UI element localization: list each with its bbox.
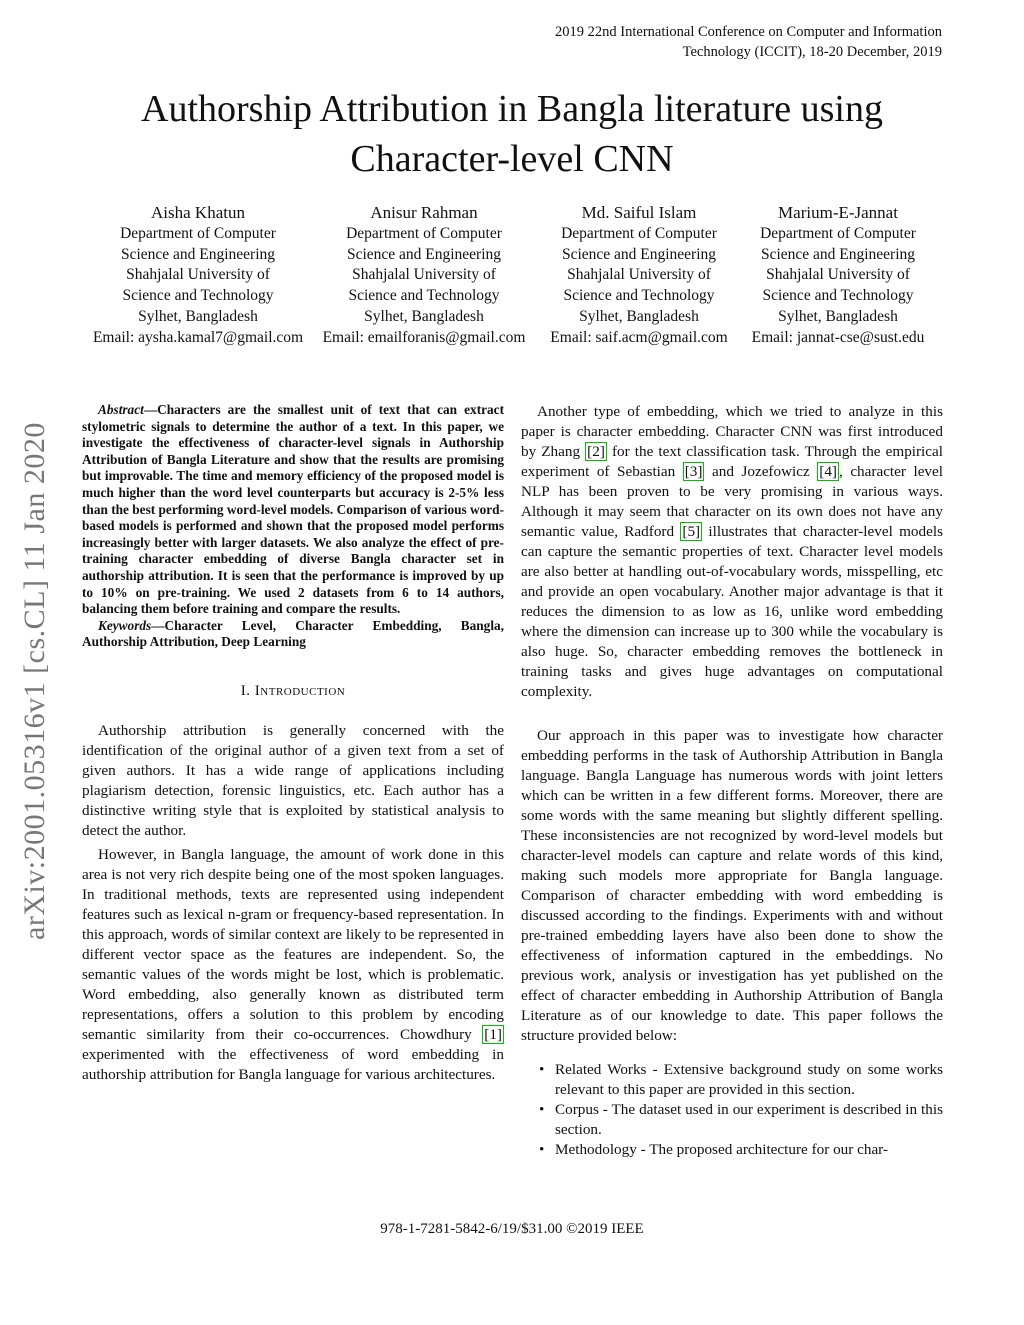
keywords-label: Keywords — [98, 617, 152, 633]
bullet-icon: • — [539, 1101, 545, 1118]
author-email[interactable]: Email: jannat-cse@sust.edu — [751, 328, 925, 346]
section-title: Introduction — [254, 682, 346, 699]
bullet-icon: • — [539, 1141, 545, 1158]
paragraph-text: for the text classification task. Through the empirical experiment of Sebastian — [521, 443, 943, 480]
author-name: Aisha Khatun — [151, 203, 245, 222]
section-heading-introduction — [82, 681, 504, 701]
author-dept: Science and Engineering — [561, 245, 717, 263]
right-paragraph-1 — [521, 402, 943, 702]
keywords-text: —Character Level, Character Embedding, Bangla, Authorship Attribution, Deep Learning — [82, 617, 504, 650]
author-name: Md. Saiful Islam — [581, 203, 697, 222]
author-name: Marium-E-Jannat — [778, 203, 898, 222]
conference-line-2: Technology (ICCIT), 18-20 December, 2019 — [682, 44, 942, 60]
list-item-text: Related Works - Extensive background study on some works relevant to this paper are provided in this section. — [555, 1061, 943, 1098]
author-univ: Science and Technology — [563, 287, 715, 305]
paragraph-text: , character level NLP has been proven to be very promising in various ways. Although it may seem that character on its own does not have any semantic value, Radford — [521, 463, 943, 540]
author-univ: Science and Technology — [122, 287, 274, 305]
list-item — [521, 1140, 943, 1160]
author-email[interactable]: Email: saif.acm@gmail.com — [550, 328, 728, 346]
citation-link[interactable]: [3] — [684, 463, 703, 480]
author-dept: Science and Engineering — [760, 245, 916, 263]
author-dept: Department of Computer — [760, 225, 916, 242]
abstract-text: —Characters are the smallest unit of text that can extract stylometric signals to determine the author of a text. In this paper, we investigate the effectiveness of character-level signals in Authorship Attribution of Bangla Literature and show that the results are promising but improvable. The time and memory efficiency of the proposed model is much higher than the word level counterparts but accuracy is 2-5% less than the best performing word-level models. Comparison of various word-based models is performed and shown that the proposed model performs increasingly better with larger datasets. We also analyze the effect of pre-training character embedding of diverse Bangla character set in authorship attribution. It is seen that the performance is improved by up to 10% on pre-training. We used 2 datasets from 6 to 14 authors, balancing them before training and compare the results. — [82, 402, 504, 617]
copyright-footer: 978-1-7281-5842-6/19/$31.00 ©2019 IEEE — [380, 1221, 644, 1237]
conference-header — [482, 22, 942, 62]
author-dept: Science and Engineering — [346, 245, 502, 263]
author-4 — [738, 202, 938, 348]
author-location: Sylhet, Bangladesh — [364, 307, 484, 325]
author-email[interactable]: Email: emailforanis@gmail.com — [322, 328, 526, 346]
author-univ: Science and Technology — [348, 287, 500, 305]
intro-p2-text: However, in Bangla language, the amount of work done in this area is not very rich despite being one of the most spoken languages. In traditional methods, texts are represented using independent features such as lexical n-gram or frequency-based representation. In this approach, words of similar context are likely to be represented in different vector space as the features are independent. So, the semantic values of the words might be lost, which is problematic. Word embedding, also generally known as distributed term representations, offers a solution to this problem by encoding semantic similarity from their co-occurrences. Chowdhury — [82, 845, 504, 1043]
title-line-1: Authorship Attribution in Bangla literature using — [141, 88, 883, 130]
bullet-icon: • — [539, 1061, 545, 1078]
list-item-text: Corpus - The dataset used in our experiment is described in this section. — [555, 1101, 943, 1138]
structure-list — [521, 1060, 943, 1160]
list-item — [521, 1060, 943, 1100]
author-dept: Department of Computer — [561, 225, 717, 242]
keywords — [82, 618, 504, 651]
abstract — [82, 402, 504, 618]
author-dept: Department of Computer — [120, 225, 276, 242]
author-univ: Science and Technology — [762, 287, 914, 305]
intro-paragraph-2 — [82, 845, 504, 1085]
citation-link[interactable]: [1] — [484, 1025, 502, 1043]
author-location: Sylhet, Bangladesh — [579, 307, 699, 325]
paragraph-text: and Jozefowicz — [704, 463, 818, 480]
citation-link[interactable]: [4] — [819, 463, 837, 480]
author-block — [88, 202, 948, 348]
abstract-label: Abstract — [98, 402, 144, 417]
author-name: Anisur Rahman — [370, 203, 478, 222]
author-location: Sylhet, Bangladesh — [778, 307, 898, 325]
author-dept: Department of Computer — [346, 225, 502, 242]
paragraph-text: illustrates that character-level models can capture the semantic properties of text. Character level models are also better at handling out-of-vocabulary words, misspelling, etc and provide an open vocabulary. Another major advantage is that it reduces the dimension to as low as 16, unlike word embedding where the dimension can increase up to 300 while the vocabulary is also huge. So, character embedding removes the bottleneck in training tasks and gives huge advantages on computational complexity. — [521, 523, 943, 700]
intro-p2-text: experimented with the effectiveness of word embedding in authorship attribution for Bangla language for various architectures. — [82, 1045, 504, 1083]
list-item — [521, 1100, 943, 1140]
list-item-text: Methodology - The proposed architecture for our char- — [555, 1141, 888, 1158]
conference-line-1: 2019 22nd International Conference on Computer and Information — [555, 24, 942, 40]
author-univ: Shahjalal University of — [126, 266, 270, 284]
section-number: I. — [240, 682, 251, 699]
citation-link[interactable]: [2] — [587, 443, 605, 460]
paragraph-text: Another type of embedding, which we tried to analyze in this paper is character embedding. Character CNN was first introduced by Zhang — [521, 403, 943, 460]
author-email[interactable]: Email: aysha.kamal7@gmail.com — [92, 328, 304, 346]
title-line-2: Character-level CNN — [350, 138, 674, 180]
citation-link[interactable]: [5] — [682, 523, 701, 540]
author-3 — [540, 202, 738, 348]
right-column — [521, 402, 943, 1160]
intro-paragraph-1: Authorship attribution is generally concerned with the identification of the original author of a given text from a set of given authors. It has a wide range of applications including plagiarism detection, forensic linguistics, etc. Each author has a distinctive writing style that is exploited by statistical analysis to detect the author. — [82, 721, 504, 839]
left-column — [82, 402, 504, 1085]
author-univ: Shahjalal University of — [567, 266, 711, 284]
paper-title — [82, 84, 942, 184]
author-location: Sylhet, Bangladesh — [138, 307, 258, 325]
author-1 — [88, 202, 308, 348]
author-univ: Shahjalal University of — [766, 266, 910, 284]
right-paragraph-2: Our approach in this paper was to investigate how character embedding performs in the task of Authorship Attribution in Bangla language. Bangla Language has numerous words with joint letters which can be written in a few different forms. Moreover, there are some words with the same meaning but slightly different spelling. These inconsistencies are not recognized by word-level models but character-level models can capture and relate words of this kind, making such models more appropriate for Bangla language. Comparison of character embedding with word embedding is discussed according to the findings. Experiments with and without pre-trained embedding layers have also been done to show the effectiveness of information captured in the embeddings. No previous work, analysis or investigation has yet published on the effect of character embedding in Authorship Attribution of Bangla Literature as of our knowledge to date. This paper follows the structure provided below: — [521, 727, 943, 1044]
arxiv-watermark: arXiv:2001.05316v1 [cs.CL] 11 Jan 2020 — [18, 422, 51, 940]
author-univ: Shahjalal University of — [352, 266, 496, 284]
author-dept: Science and Engineering — [120, 245, 276, 263]
author-2 — [308, 202, 540, 348]
